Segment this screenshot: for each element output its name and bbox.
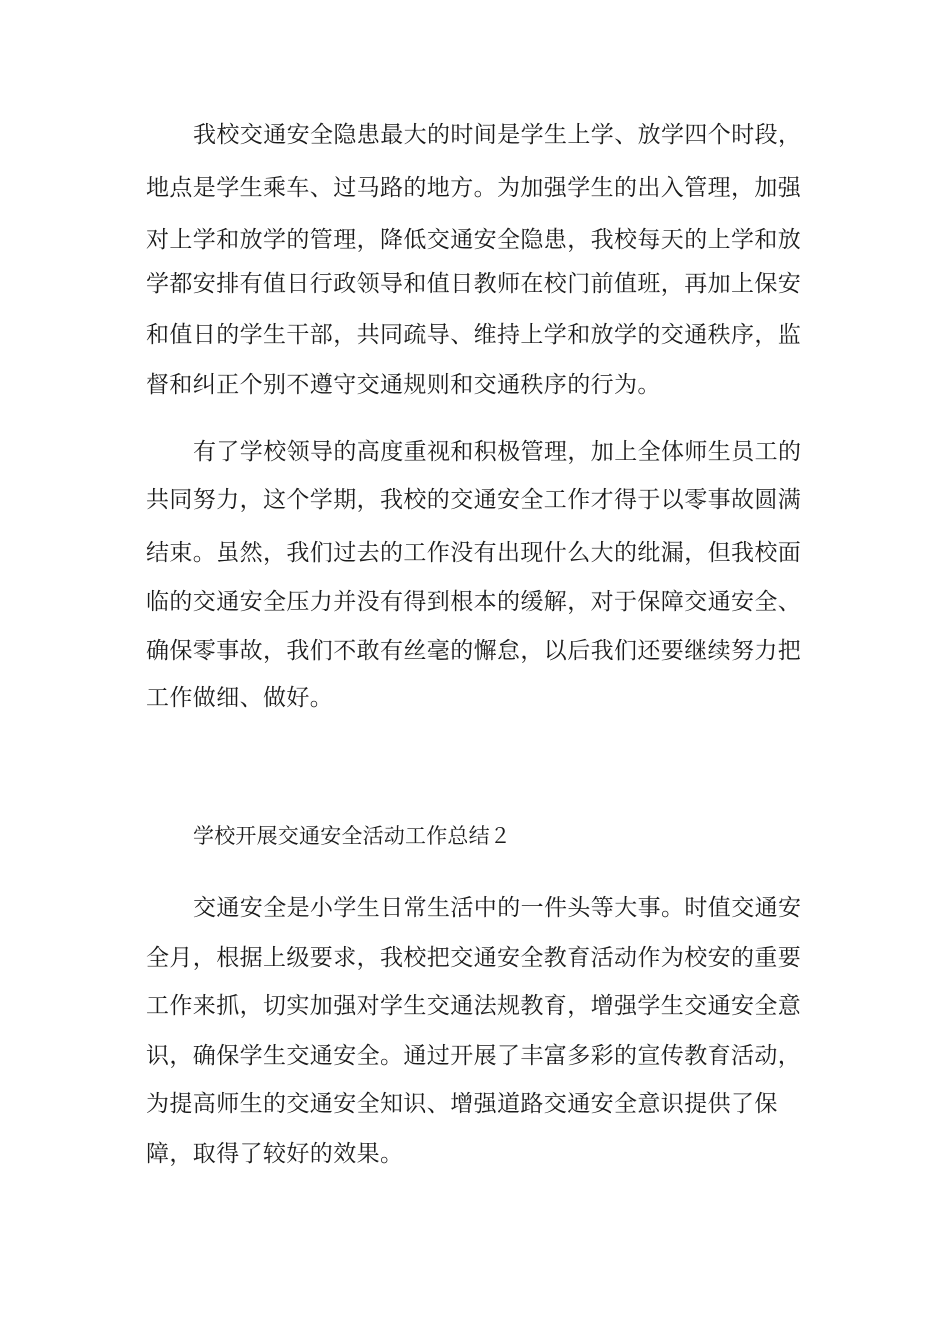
text-line: 工作做细、做好。 [146, 685, 334, 711]
text-line: 地点是学生乘车、过马路的地方。为加强学生的出入管理，加强 [146, 175, 802, 201]
text-line: 结束。虽然，我们过去的工作没有出现什么大的纰漏，但我校面 [146, 540, 802, 566]
text-line: 确保零事故，我们不敢有丝毫的懈怠，以后我们还要继续努力把 [146, 638, 802, 664]
text-line: 识，确保学生交通安全。通过开展了丰富多彩的宣传教育活动， [146, 1043, 802, 1069]
text-line: 障，取得了较好的效果。 [146, 1141, 404, 1167]
text-line: 工作来抓，切实加强对学生交通法规教育，增强学生交通安全意 [146, 993, 802, 1019]
text-line: 我校交通安全隐患最大的时间是学生上学、放学四个时段， [193, 122, 802, 148]
text-line: 为提高师生的交通安全知识、增强道路交通安全意识提供了保 [146, 1091, 778, 1117]
text-line: 督和纠正个别不遵守交通规则和交通秩序的行为。 [146, 372, 661, 398]
text-line: 全月，根据上级要求，我校把交通安全教育活动作为校安的重要 [146, 945, 802, 971]
text-line: 有了学校领导的高度重视和积极管理，加上全体师生员工的 [193, 439, 802, 465]
text-line: 和值日的学生干部，共同疏导、维持上学和放学的交通秩序，监 [146, 322, 802, 348]
text-line: 交通安全是小学生日常生活中的一件头等大事。时值交通安 [193, 895, 802, 921]
text-line: 学都安排有值日行政领导和值日教师在校门前值班，再加上保安 [146, 271, 802, 297]
text-line: 临的交通安全压力并没有得到根本的缓解，对于保障交通安全、 [146, 589, 802, 615]
section-heading: 学校开展交通安全活动工作总结２ [193, 824, 511, 848]
text-line: 对上学和放学的管理，降低交通安全隐患，我校每天的上学和放 [146, 227, 802, 253]
text-line: 共同努力，这个学期，我校的交通安全工作才得于以零事故圆满 [146, 487, 802, 513]
